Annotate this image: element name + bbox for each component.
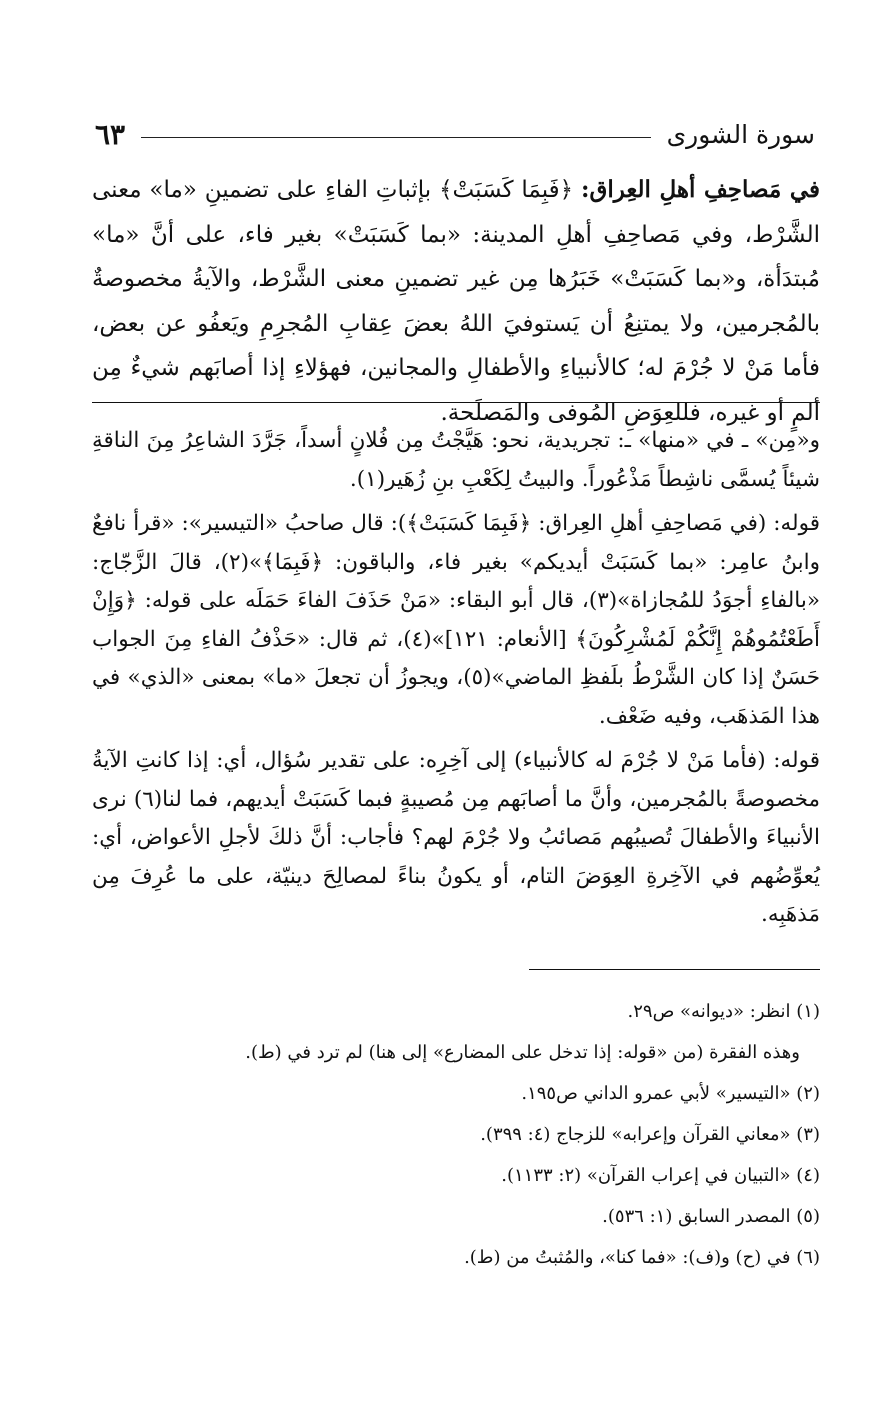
footnote: (٥) المصدر السابق (١: ٥٣٦). [602,1206,820,1227]
footnotes-divider [529,969,820,970]
footnote: (٦) في (ح) و(ف): «فما كنا»، والمُثبتُ من (ط). [464,1247,820,1268]
commentary-block [92,422,820,941]
page-header [95,114,815,154]
footnote-continuation: وهذه الفقرة (من «قوله: إذا تدخل على المضارع» إلى هنا) لم ترد في (ط). [245,1042,800,1063]
footnote: (١) انظر: «ديوانه» ص٢٩. [627,1001,820,1022]
commentary-paragraph: قوله: (في مَصاحِفِ أهلِ العِراق: ﴿فَبِمَا كَسَبَتْ﴾): قال صاحبُ «التيسير»: «قرأ نافعٌ وابنُ عامِر: «بما كَسَبَتْ أيديكم» بغير فاء، والباقون: ﴿فَبِمَا﴾»(٢)، قالَ الزَّجّاج: «بالفاءِ أجوَدُ للمُجازاة»(٣)، قال أبو البقاء: «مَنْ حَذَفَ الفاءَ حَمَلَه على قوله: ﴿وَإِنْ أَطَعْتُمُوهُمْ إِنَّكُمْ لَمُشْرِكُونَ﴾ [الأنعام: ١٢١]»(٤)، ثم قال: «حَذْفُ الفاءِ مِنَ الجواب حَسَنٌ إذا كان الشَّرْطُ بلَفظِ الماضي»(٥)، ويجوزُ أن تجعلَ «ما» بمعنى «الذي» في هذا المَذهَب، وفيه ضَعْف. [92,511,821,729]
page-number: ٦٣ [95,117,126,151]
footnote: (٣) «معاني القرآن وإعرابه» للزجاج (٤: ٣٩٩). [480,1124,820,1145]
main-lead: في مَصاحِفِ أهلِ العِراق: [581,176,820,203]
commentary-paragraph: قوله: (فأما مَنْ لا جُرْمَ له كالأنبياء) إلى آخِرِه: على تقدير سُؤال، أي: إذا كانتِ الآيةُ مخصوصةً بالمُجرمين، وأنَّ ما أصابَهم مِن مُصيبةٍ فبما كَسَبَتْ أيديهم، فما لنا(٦) نرى الأنبياءَ والأطفالَ تُصيبُهم مَصائبُ ولا جُرْمَ لهم؟ فأجاب: أنَّ ذلكَ لأجلِ الأعواض، أي: يُعوِّضُهم في الآخِرةِ العِوَضَ التام، أو يكونُ بناءً لمصالِحَ دينيّة، على ما عُرِفَ مِن مَذهَبِه. [92,748,820,927]
main-body: ﴿فَبِمَا كَسَبَتْ﴾ بإثباتِ الفاءِ على تضمينِ «ما» معنى الشَّرْط، وفي مَصاحِفِ أهلِ المدينة: «بما كَسَبَتْ» بغير فاء، على أنَّ «ما» مُبتدَأة، و«بما كَسَبَتْ» خَبَرُها مِن غير تضمينِ معنى الشَّرْط، والآيةُ مخصوصةٌ بالمُجرمين، ولا يمتنِعُ أن يَستوفيَ اللهُ بعضَ عِقابِ المُجرِمِ ويَعفُو عن بعض، فأما مَنْ لا جُرْمَ له؛ كالأنبياءِ والأطفالِ والمجانين، فهؤلاءِ إذا أصابَهم شيءٌ مِن ألمٍ أو غيره، فللعِوَضِ المُوفى والمَصلَحة. [92,177,820,426]
main-divider [92,402,820,403]
surah-title: سورة الشورى [666,119,815,149]
header-rule [141,137,651,138]
main-paragraph [92,168,820,435]
main-text-block [92,168,820,435]
footnote: (٤) «التبيان في إعراب القرآن» (٢: ١١٣٣). [501,1165,820,1186]
commentary-paragraph: و«مِن» ـ في «منها» ـ: تجريدية، نحو: هَيَّجْتُ مِن فُلانٍ أسداً، جَرَّدَ الشاعِرُ مِنَ الناقةِ شيئاً يُسمَّى ناشِطاً مَذْعُوراً. والبيتُ لِكَعْبِ بنِ زُهَير(١). [92,428,820,492]
footnote: (٢) «التيسير» لأبي عمرو الداني ص١٩٥. [521,1083,820,1104]
footnotes-block [200,997,820,1284]
